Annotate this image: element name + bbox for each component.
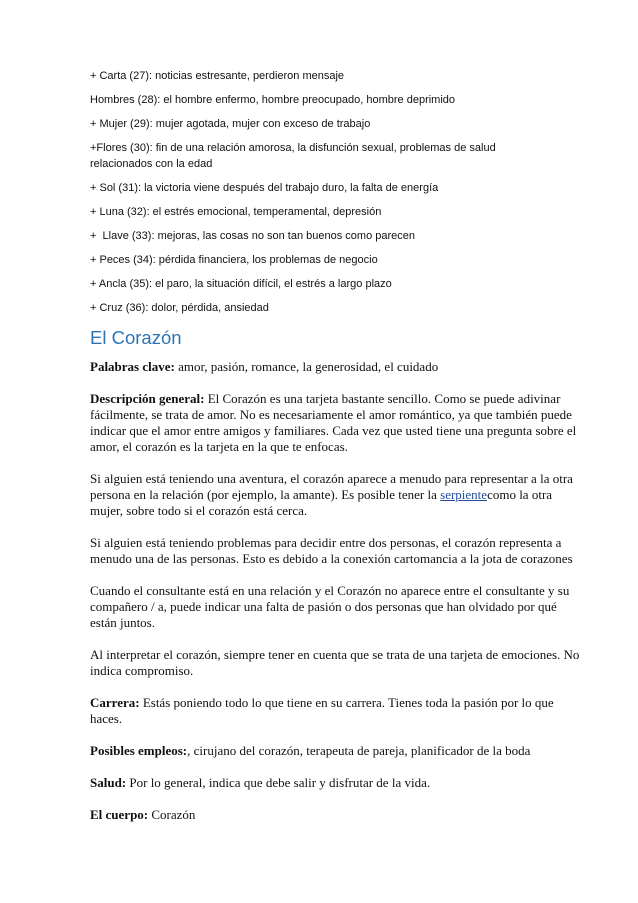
interpret-paragraph: Al interpretar el corazón, siempre tener en cuenta que se trata de una tarjeta de emociones. No indica compromiso. [90, 647, 580, 678]
list-item-llave: + Llave (33): mejoras, las cosas no son tan buenos como parecen [90, 230, 415, 242]
health-label: Salud: [90, 775, 127, 790]
affair-paragraph [90, 471, 580, 519]
list-item-mujer: + Mujer (29): mujer agotada, mujer con exceso de trabajo [90, 118, 371, 130]
consultant-paragraph: Cuando el consultante está en una relación y el Corazón no aparece entre el consultante y su compañero / a, puede indicar una falta de pasión o dos personas que han olvidado por qué están juntos. [90, 583, 570, 630]
list-item-peces: + Peces (34): pérdida financiera, los problemas de negocio [90, 254, 378, 266]
decide-paragraph: Si alguien está teniendo problemas para decidir entre dos personas, el corazón representa a menudo una de las personas. Esto es debido a la conexión cartomancia a la jota de corazones [90, 535, 573, 566]
list-item-carta: + Carta (27): noticias estresante, perdieron mensaje [90, 70, 345, 82]
keywords-label: Palabras clave: [90, 359, 175, 374]
career-label: Carrera: [90, 695, 140, 710]
health-text: Por lo general, indica que debe salir y disfrutar de la vida. [126, 775, 431, 790]
serpiente-link[interactable]: serpiente [440, 487, 488, 502]
list-item-luna: + Luna (32): el estrés emocional, temperamental, depresión [90, 206, 382, 218]
list-item-sol: + Sol (31): la victoria viene después del trabajo duro, la falta de energía [90, 182, 439, 194]
overview-paragraph [90, 391, 580, 455]
list-item-hombres: Hombres (28): el hombre enfermo, hombre preocupado, hombre deprimido [90, 94, 456, 106]
list-item-flores: +Flores (30): fin de una relación amorosa, la disfunción sexual, problemas de salud relacionados con la edad [90, 142, 496, 170]
list-item-ancla: + Ancla (35): el paro, la situación difícil, el estrés a largo plazo [90, 278, 392, 290]
jobs-paragraph [90, 743, 580, 759]
career-text: Estás poniendo todo lo que tiene en su carrera. Tienes toda la pasión por lo que haces. [90, 695, 554, 726]
body-label: El cuerpo: [90, 807, 149, 822]
body-paragraph [90, 807, 580, 823]
affair-text-after: como la otra mujer, sobre todo si el corazón está cerca. [90, 487, 553, 518]
overview-label: Descripción general: [90, 391, 205, 406]
keywords-text: amor, pasión, romance, la generosidad, el cuidado [174, 359, 439, 374]
jobs-text: , cirujano del corazón, terapeuta de pareja, planificador de la boda [187, 743, 531, 758]
document-page [90, 68, 580, 839]
affair-text-before: Si alguien está teniendo una aventura, el corazón aparece a menudo para representar a la otra persona en la relación (por ejemplo, la amante). Es posible tener la [90, 471, 573, 502]
keywords-paragraph [90, 359, 580, 375]
jobs-label: Posibles empleos: [90, 743, 188, 758]
career-paragraph [90, 695, 580, 727]
overview-text: El Corazón es una tarjeta bastante sencillo. Como se puede adivinar fácilmente, se trata de amor. No es necesariamente el amor romántico, ya que también puede indicar que el amor entre amigos y familiares. Cada vez que usted tiene una pregunta sobre el amor, el corazón es la tarjeta en la que te enfocas. [90, 391, 577, 454]
list-item-cruz: + Cruz (36): dolor, pérdida, ansiedad [90, 302, 269, 314]
body-text: Corazón [148, 807, 196, 822]
section-heading: El Corazón [90, 327, 182, 348]
health-paragraph [90, 775, 580, 791]
